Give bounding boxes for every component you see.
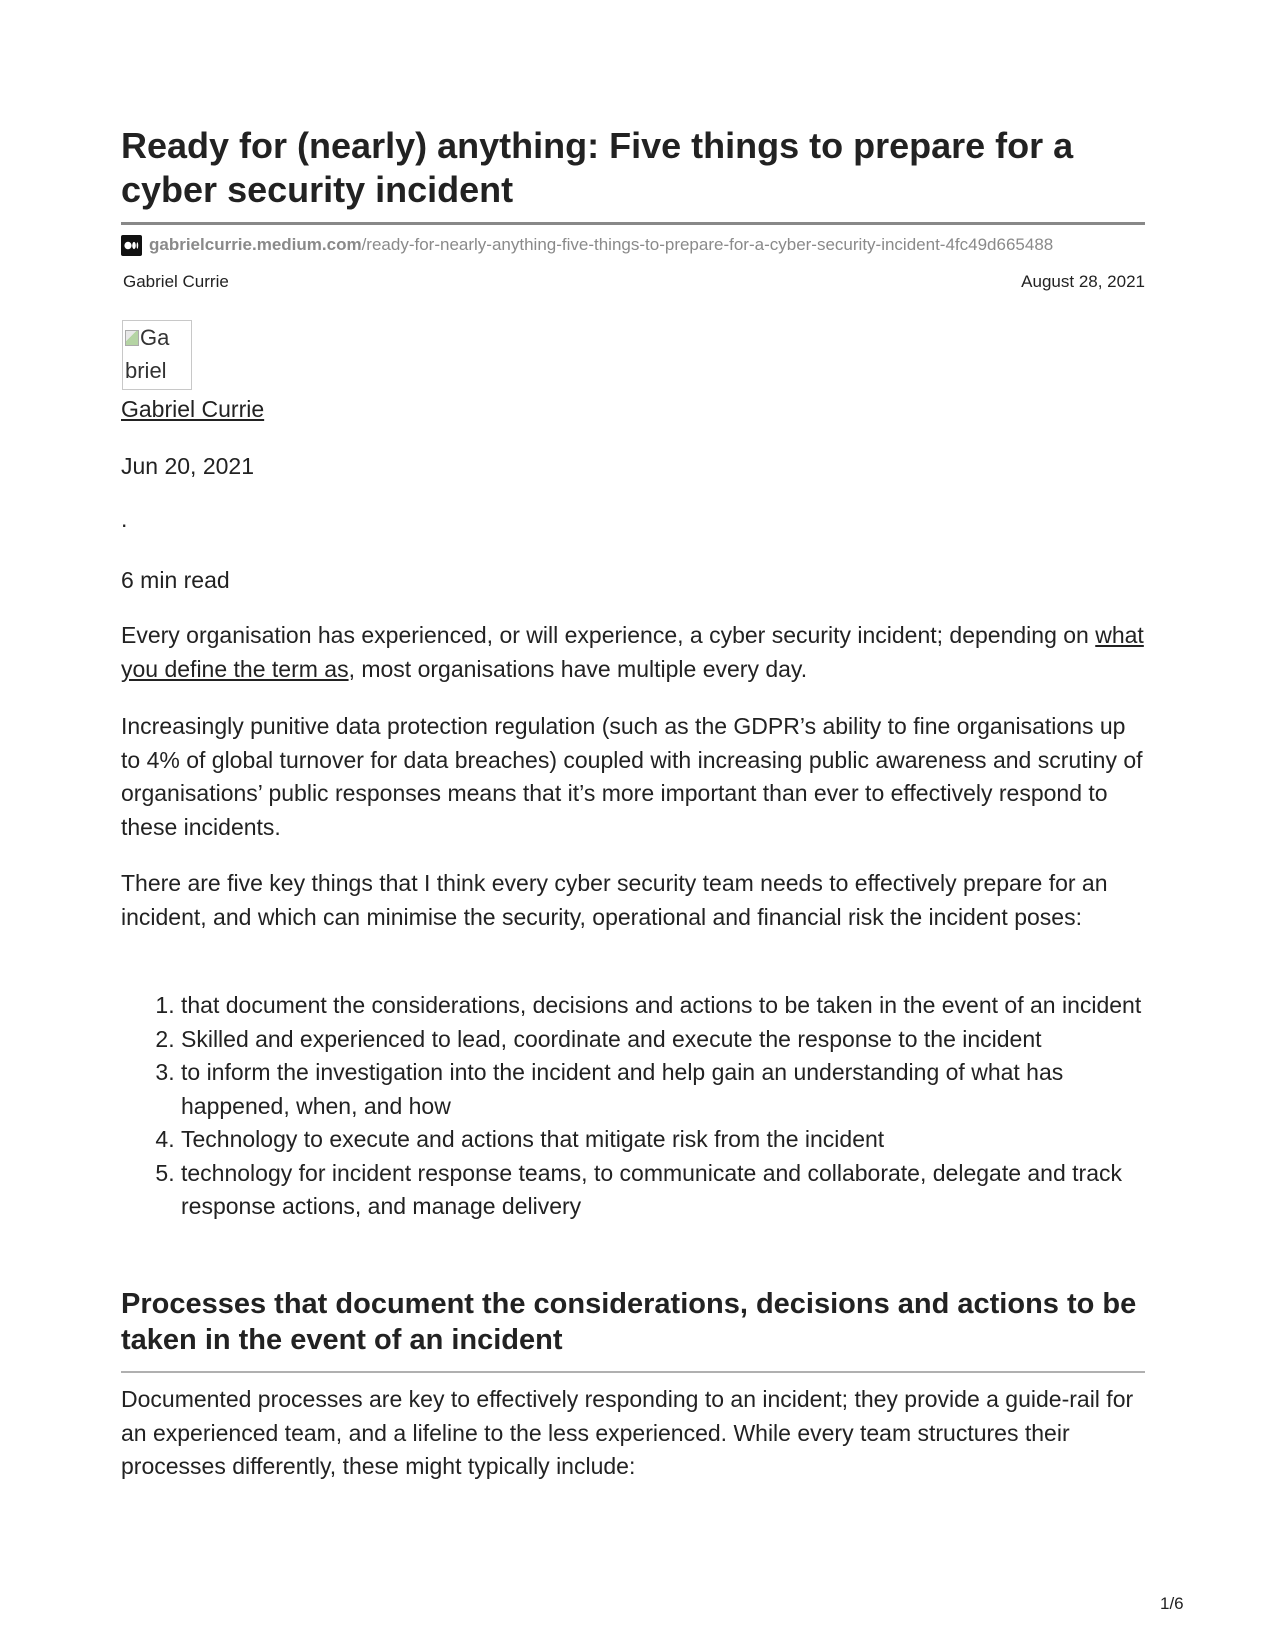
meta-separator: . bbox=[121, 506, 128, 532]
list-item: 4. Technology to execute and actions that mitigate risk from the incident bbox=[181, 1123, 1145, 1157]
paragraph-regulation: Increasingly punitive data protection regulation (such as the GDPR’s ability to fine organisations up to 4% of global turnover for data breaches) coupled with increasing public awareness and scrutiny of organisations’ public responses means that it’s more important than ever to effectively respond to these incidents. bbox=[121, 713, 1143, 840]
paragraph-processes: Documented processes are key to effectively responding to an incident; they provide a guide-rail for an experienced team, and a lifeline to the less experienced. While every team structures their processes differently, these might typically include: bbox=[121, 1386, 1134, 1479]
source-path: /ready-for-nearly-anything-five-things-to-prepare-for-a-cyber-security-incident-4fc49d665488 bbox=[361, 235, 1054, 254]
paragraph-five-things: There are five key things that I think every cyber security team needs to effectively prepare for an incident, and which can minimise the security, operational and financial risk the incident poses: bbox=[121, 870, 1108, 930]
avatar bbox=[122, 320, 192, 390]
author-link[interactable]: Gabriel Currie bbox=[121, 396, 265, 422]
page-number: 1/6 bbox=[1160, 1594, 1184, 1613]
header-date: August 28, 2021 bbox=[1021, 272, 1145, 291]
definition-link[interactable]: what you define the term as bbox=[121, 622, 1144, 682]
list-item: 3. to inform the investigation into the incident and help gain an understanding of what has happened, when, and how bbox=[181, 1056, 1145, 1123]
avatar-alt-text: Ga briel bbox=[125, 325, 170, 383]
section-heading: Processes that document the considerations, decisions and actions to be taken in the event of an incident bbox=[121, 1288, 1137, 1356]
published-date: Jun 20, 2021 bbox=[121, 453, 255, 479]
section-divider bbox=[121, 1371, 1145, 1373]
list-item: 1. that document the considerations, decisions and actions to be taken in the event of an incident bbox=[181, 989, 1145, 1023]
article-meta bbox=[123, 272, 1145, 292]
read-time: 6 min read bbox=[121, 567, 230, 593]
source-domain: gabrielcurrie.medium.com bbox=[149, 235, 362, 254]
paragraph-intro bbox=[121, 619, 1145, 686]
five-things-list bbox=[121, 989, 1145, 1224]
medium-icon bbox=[121, 235, 142, 256]
source-url[interactable] bbox=[121, 234, 1145, 256]
list-item: 2. Skilled and experienced to lead, coordinate and execute the response to the incident bbox=[181, 1023, 1145, 1057]
paragraph-intro-text-end: , most organisations have multiple every day. bbox=[348, 655, 808, 682]
article-title: Ready for (nearly) anything: Five things to prepare for a cyber security incident bbox=[121, 125, 1074, 210]
header-author: Gabriel Currie bbox=[123, 272, 229, 291]
broken-image-icon bbox=[125, 330, 139, 346]
list-item: 5. technology for incident response teams, to communicate and collaborate, delegate and track response actions, and manage delivery bbox=[181, 1157, 1145, 1224]
title-divider bbox=[121, 222, 1145, 225]
paragraph-intro-text: Every organisation has experienced, or will experience, a cyber security incident; depending on bbox=[121, 622, 1096, 648]
